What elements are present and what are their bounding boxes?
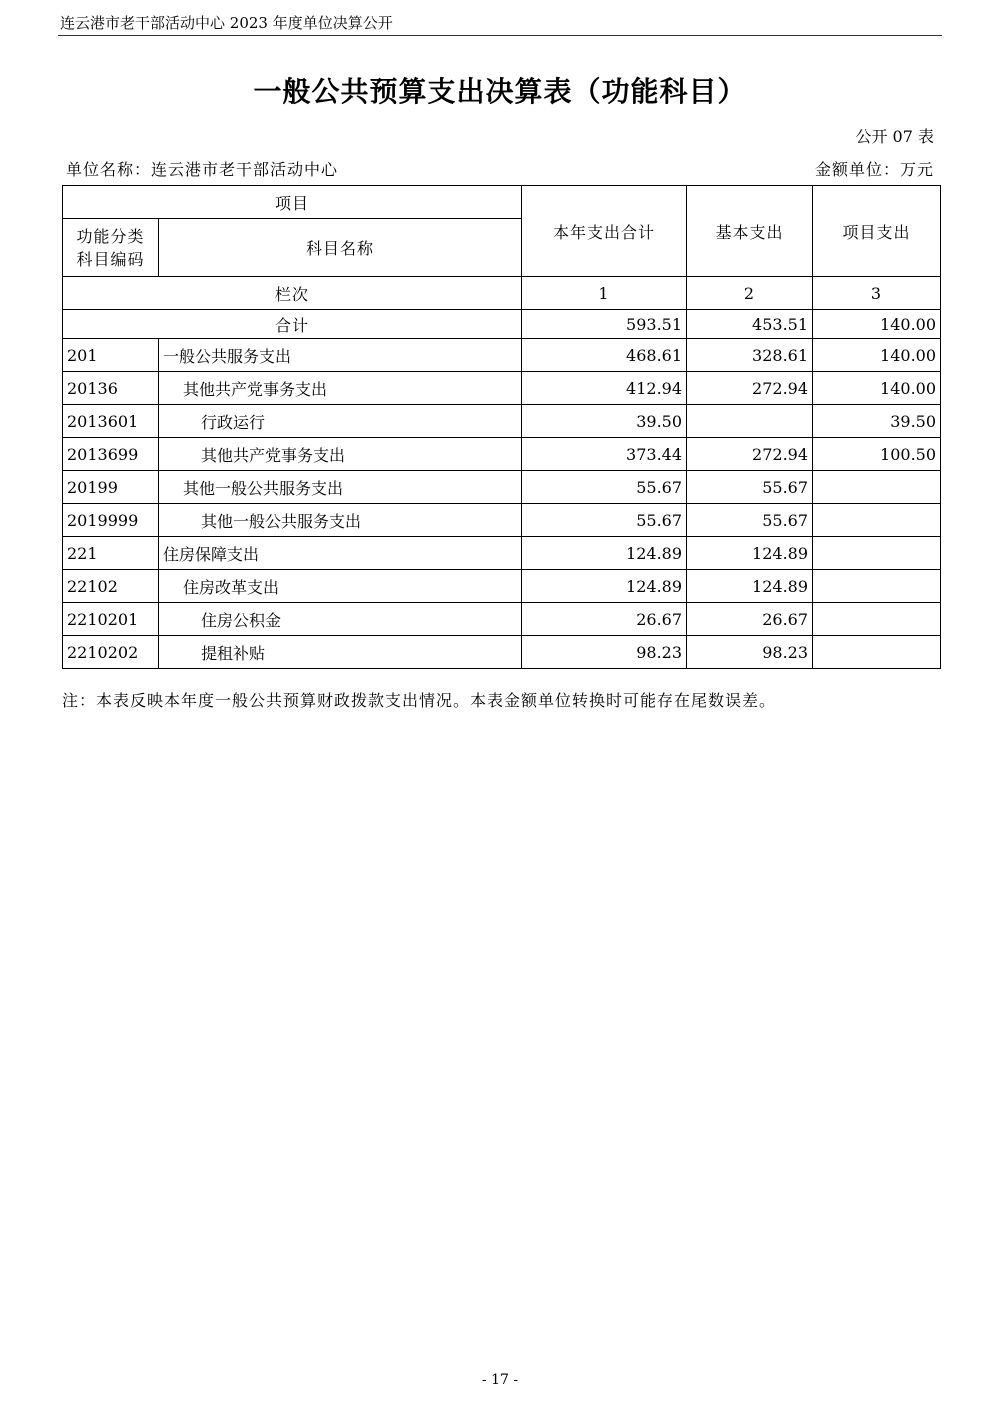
table-row	[63, 372, 941, 405]
running-header: 连云港市老干部活动中心 2023 年度单位决算公开	[60, 14, 393, 32]
row-code: 20136	[63, 372, 159, 405]
table-row	[63, 570, 941, 603]
row-basic: 98.23	[687, 636, 813, 669]
row-code: 2013699	[63, 438, 159, 471]
total-project: 140.00	[813, 310, 941, 339]
total-label: 合计	[63, 310, 522, 339]
table-row	[63, 405, 941, 438]
row-project: 100.50	[813, 438, 941, 471]
row-code: 201	[63, 339, 159, 372]
table-row	[63, 636, 941, 669]
column-number-1: 1	[522, 277, 687, 310]
row-project: 140.00	[813, 339, 941, 372]
row-name: 住房公积金	[159, 603, 522, 636]
total-basic: 453.51	[687, 310, 813, 339]
row-name: 其他一般公共服务支出	[159, 471, 522, 504]
row-name: 一般公共服务支出	[159, 339, 522, 372]
row-code: 2019999	[63, 504, 159, 537]
row-project	[813, 570, 941, 603]
table-note: 注：本表反映本年度一般公共预算财政拨款支出情况。本表金额单位转换时可能存在尾数误差。	[62, 691, 777, 710]
row-basic: 26.67	[687, 603, 813, 636]
row-name: 住房保障支出	[159, 537, 522, 570]
row-total: 55.67	[522, 504, 687, 537]
page-title: 一般公共预算支出决算表（功能科目）	[253, 75, 747, 108]
row-basic: 124.89	[687, 537, 813, 570]
header-rule	[58, 35, 942, 36]
budget-table	[62, 185, 941, 669]
form-number: 公开 07 表	[855, 127, 934, 146]
row-name: 其他一般公共服务支出	[159, 504, 522, 537]
header-item: 项目	[63, 186, 522, 219]
row-code: 2210201	[63, 603, 159, 636]
row-total: 373.44	[522, 438, 687, 471]
header-code	[63, 219, 159, 277]
total-row	[63, 310, 941, 339]
row-project	[813, 603, 941, 636]
table-row	[63, 471, 941, 504]
page-number: - 17 -	[481, 1372, 519, 1388]
row-basic: 272.94	[687, 372, 813, 405]
column-label: 栏次	[63, 277, 522, 310]
row-code: 2210202	[63, 636, 159, 669]
table-row	[63, 603, 941, 636]
row-project	[813, 471, 941, 504]
table-row	[63, 438, 941, 471]
row-total: 26.67	[522, 603, 687, 636]
row-code: 2013601	[63, 405, 159, 438]
header-subject: 科目名称	[159, 219, 522, 277]
row-project	[813, 537, 941, 570]
row-name: 其他共产党事务支出	[159, 372, 522, 405]
row-total: 55.67	[522, 471, 687, 504]
row-total: 468.61	[522, 339, 687, 372]
row-total: 98.23	[522, 636, 687, 669]
table-row	[63, 537, 941, 570]
row-project	[813, 504, 941, 537]
column-number-3: 3	[813, 277, 941, 310]
row-code: 22102	[63, 570, 159, 603]
row-total: 39.50	[522, 405, 687, 438]
row-project: 39.50	[813, 405, 941, 438]
header-total: 本年支出合计	[522, 186, 687, 277]
row-name: 住房改革支出	[159, 570, 522, 603]
row-code: 20199	[63, 471, 159, 504]
row-total: 412.94	[522, 372, 687, 405]
row-total: 124.89	[522, 570, 687, 603]
row-name: 提租补贴	[159, 636, 522, 669]
unit-name: 单位名称：连云港市老干部活动中心	[66, 160, 339, 179]
row-basic: 124.89	[687, 570, 813, 603]
table-row	[63, 339, 941, 372]
row-project	[813, 636, 941, 669]
header-row-item	[63, 186, 941, 219]
total-amount: 593.51	[522, 310, 687, 339]
row-basic: 55.67	[687, 471, 813, 504]
row-name: 其他共产党事务支出	[159, 438, 522, 471]
header-code-line2: 科目编码	[76, 249, 145, 269]
row-basic: 328.61	[687, 339, 813, 372]
amount-unit: 金额单位：万元	[814, 160, 934, 179]
header-project: 项目支出	[813, 186, 941, 277]
row-name: 行政运行	[159, 405, 522, 438]
row-basic	[687, 405, 813, 438]
row-project: 140.00	[813, 372, 941, 405]
column-number-2: 2	[687, 277, 813, 310]
header-basic: 基本支出	[687, 186, 813, 277]
header-code-line1: 功能分类	[76, 226, 145, 246]
row-total: 124.89	[522, 537, 687, 570]
row-basic: 272.94	[687, 438, 813, 471]
row-code: 221	[63, 537, 159, 570]
column-number-row	[63, 277, 941, 310]
row-basic: 55.67	[687, 504, 813, 537]
table-row	[63, 504, 941, 537]
